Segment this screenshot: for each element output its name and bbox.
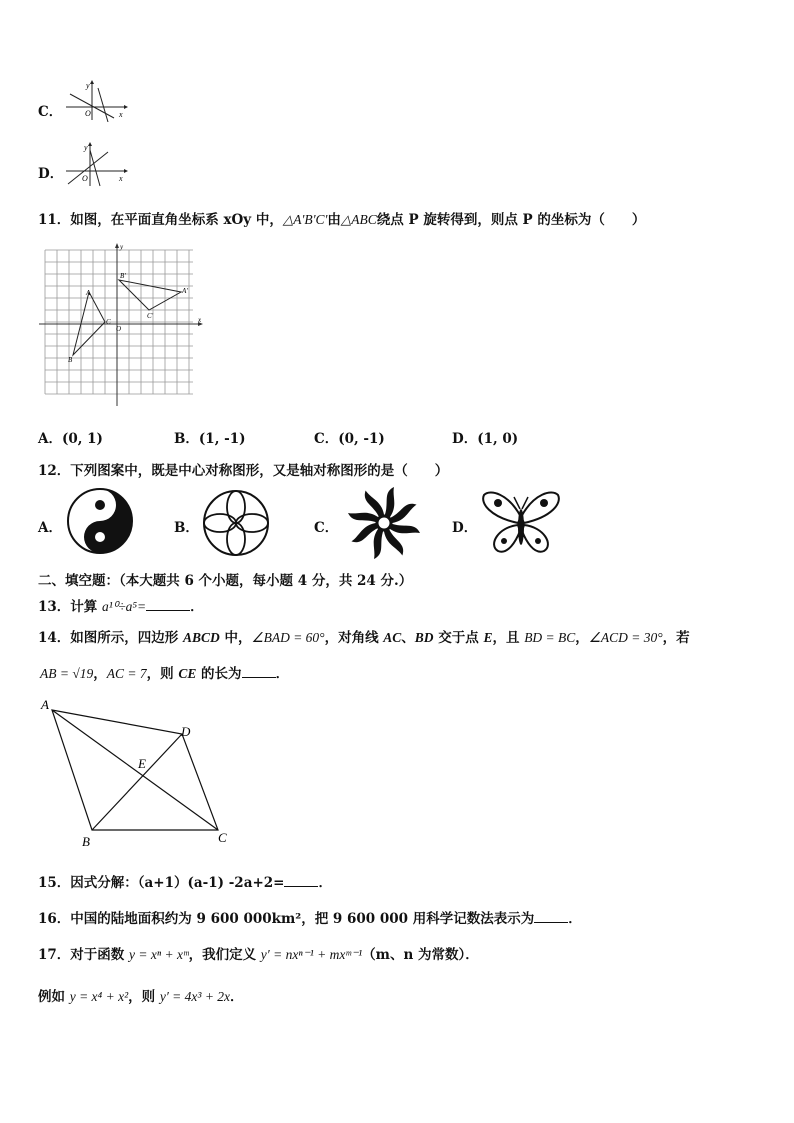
yin-yang-icon[interactable] bbox=[64, 485, 136, 557]
svg-text:B: B bbox=[68, 356, 73, 364]
svg-text:y: y bbox=[84, 143, 88, 152]
svg-text:x: x bbox=[198, 316, 202, 324]
svg-text:B': B' bbox=[120, 272, 126, 280]
svg-text:C': C' bbox=[147, 312, 154, 320]
q10-option-d-label: D． bbox=[38, 166, 64, 182]
q13: 13．计算 a¹⁰÷a⁵= ． bbox=[38, 599, 204, 615]
svg-text:B: B bbox=[82, 834, 90, 849]
section-2-title: 二、填空题：（本大题共 6 个小题，每小题 4 分，共 24 分.） bbox=[38, 573, 413, 589]
q11-option-d[interactable]: D．(1, 0) bbox=[452, 431, 519, 447]
svg-text:A: A bbox=[86, 289, 91, 297]
diagonal-ac bbox=[52, 710, 218, 830]
y-label: y bbox=[86, 81, 90, 90]
svg-text:E: E bbox=[138, 756, 146, 771]
q12-option-d-label: D． bbox=[452, 520, 478, 536]
q14-line2: AB = √19，AC = 7，则 CE 的长为 ． bbox=[40, 666, 290, 682]
triangle-a1b1c1 bbox=[119, 280, 181, 310]
q16: 16．中国的陆地面积约为 9 600 000km²，把 9 600 000 用科学记数法表示为 ． bbox=[38, 911, 582, 927]
origin-label: O bbox=[85, 109, 91, 118]
q12-option-c-label: C． bbox=[314, 520, 339, 536]
four-petal-flower-icon[interactable] bbox=[200, 487, 272, 559]
svg-text:D: D bbox=[181, 724, 191, 739]
butterfly-icon[interactable] bbox=[478, 487, 564, 559]
q11-option-a[interactable]: A．(0, 1) bbox=[38, 431, 103, 447]
svg-text:O: O bbox=[116, 325, 122, 333]
q14-answer-blank[interactable] bbox=[242, 665, 276, 678]
q12-option-b-label: B． bbox=[174, 520, 199, 536]
q15-answer-blank[interactable] bbox=[284, 874, 318, 887]
q12-stem: 12．下列图案中，既是中心对称图形，又是轴对称图形的是（ ） bbox=[38, 463, 449, 479]
svg-text:C: C bbox=[106, 318, 111, 326]
svg-text:C: C bbox=[218, 830, 227, 845]
q10-option-c-label: C． bbox=[38, 104, 63, 120]
svg-text:y: y bbox=[120, 243, 124, 251]
q16-answer-blank[interactable] bbox=[534, 910, 568, 923]
q14-line1: 14．如图所示，四边形 ABCD 中，∠BAD = 60°，对角线 AC、BD 交于点 E，且 BD = BC，∠ACD = 30°，若 bbox=[38, 630, 690, 646]
svg-text:x: x bbox=[119, 174, 123, 183]
pinwheel-flower-icon[interactable] bbox=[342, 483, 426, 563]
q15: 15．因式分解：（a+1）(a-1) -2a+2= ． bbox=[38, 875, 332, 891]
q17: 17．对于函数 y = xⁿ + xᵐ，我们定义 y′ = nxⁿ⁻¹ + mxᵐ⁻¹（m、n 为常数）． bbox=[38, 947, 479, 963]
svg-text:A: A bbox=[41, 697, 49, 712]
q11-stem: 11．如图，在平面直角坐标系 xOy 中，△A'B'C'由△ABC绕点 P 旋转得到，则点 P 的坐标为（ ） bbox=[38, 212, 646, 228]
svg-text:O: O bbox=[82, 174, 88, 183]
q14-quadrilateral-figure bbox=[38, 694, 238, 854]
q11-option-b[interactable]: B．(1, -1) bbox=[174, 431, 246, 447]
q12-option-a-label: A． bbox=[38, 520, 62, 536]
q10-option-d-graph bbox=[62, 140, 132, 188]
x-label: x bbox=[119, 110, 123, 119]
q10-option-c-graph bbox=[62, 78, 132, 122]
q13-answer-blank[interactable] bbox=[146, 598, 190, 611]
svg-text:A': A' bbox=[182, 287, 188, 295]
q11-grid-figure bbox=[38, 240, 208, 408]
q17-example: 例如 y = x⁴ + x²，则 y′ = 4x³ + 2x． bbox=[38, 989, 244, 1005]
q11-option-c[interactable]: C．(0, -1) bbox=[314, 431, 385, 447]
